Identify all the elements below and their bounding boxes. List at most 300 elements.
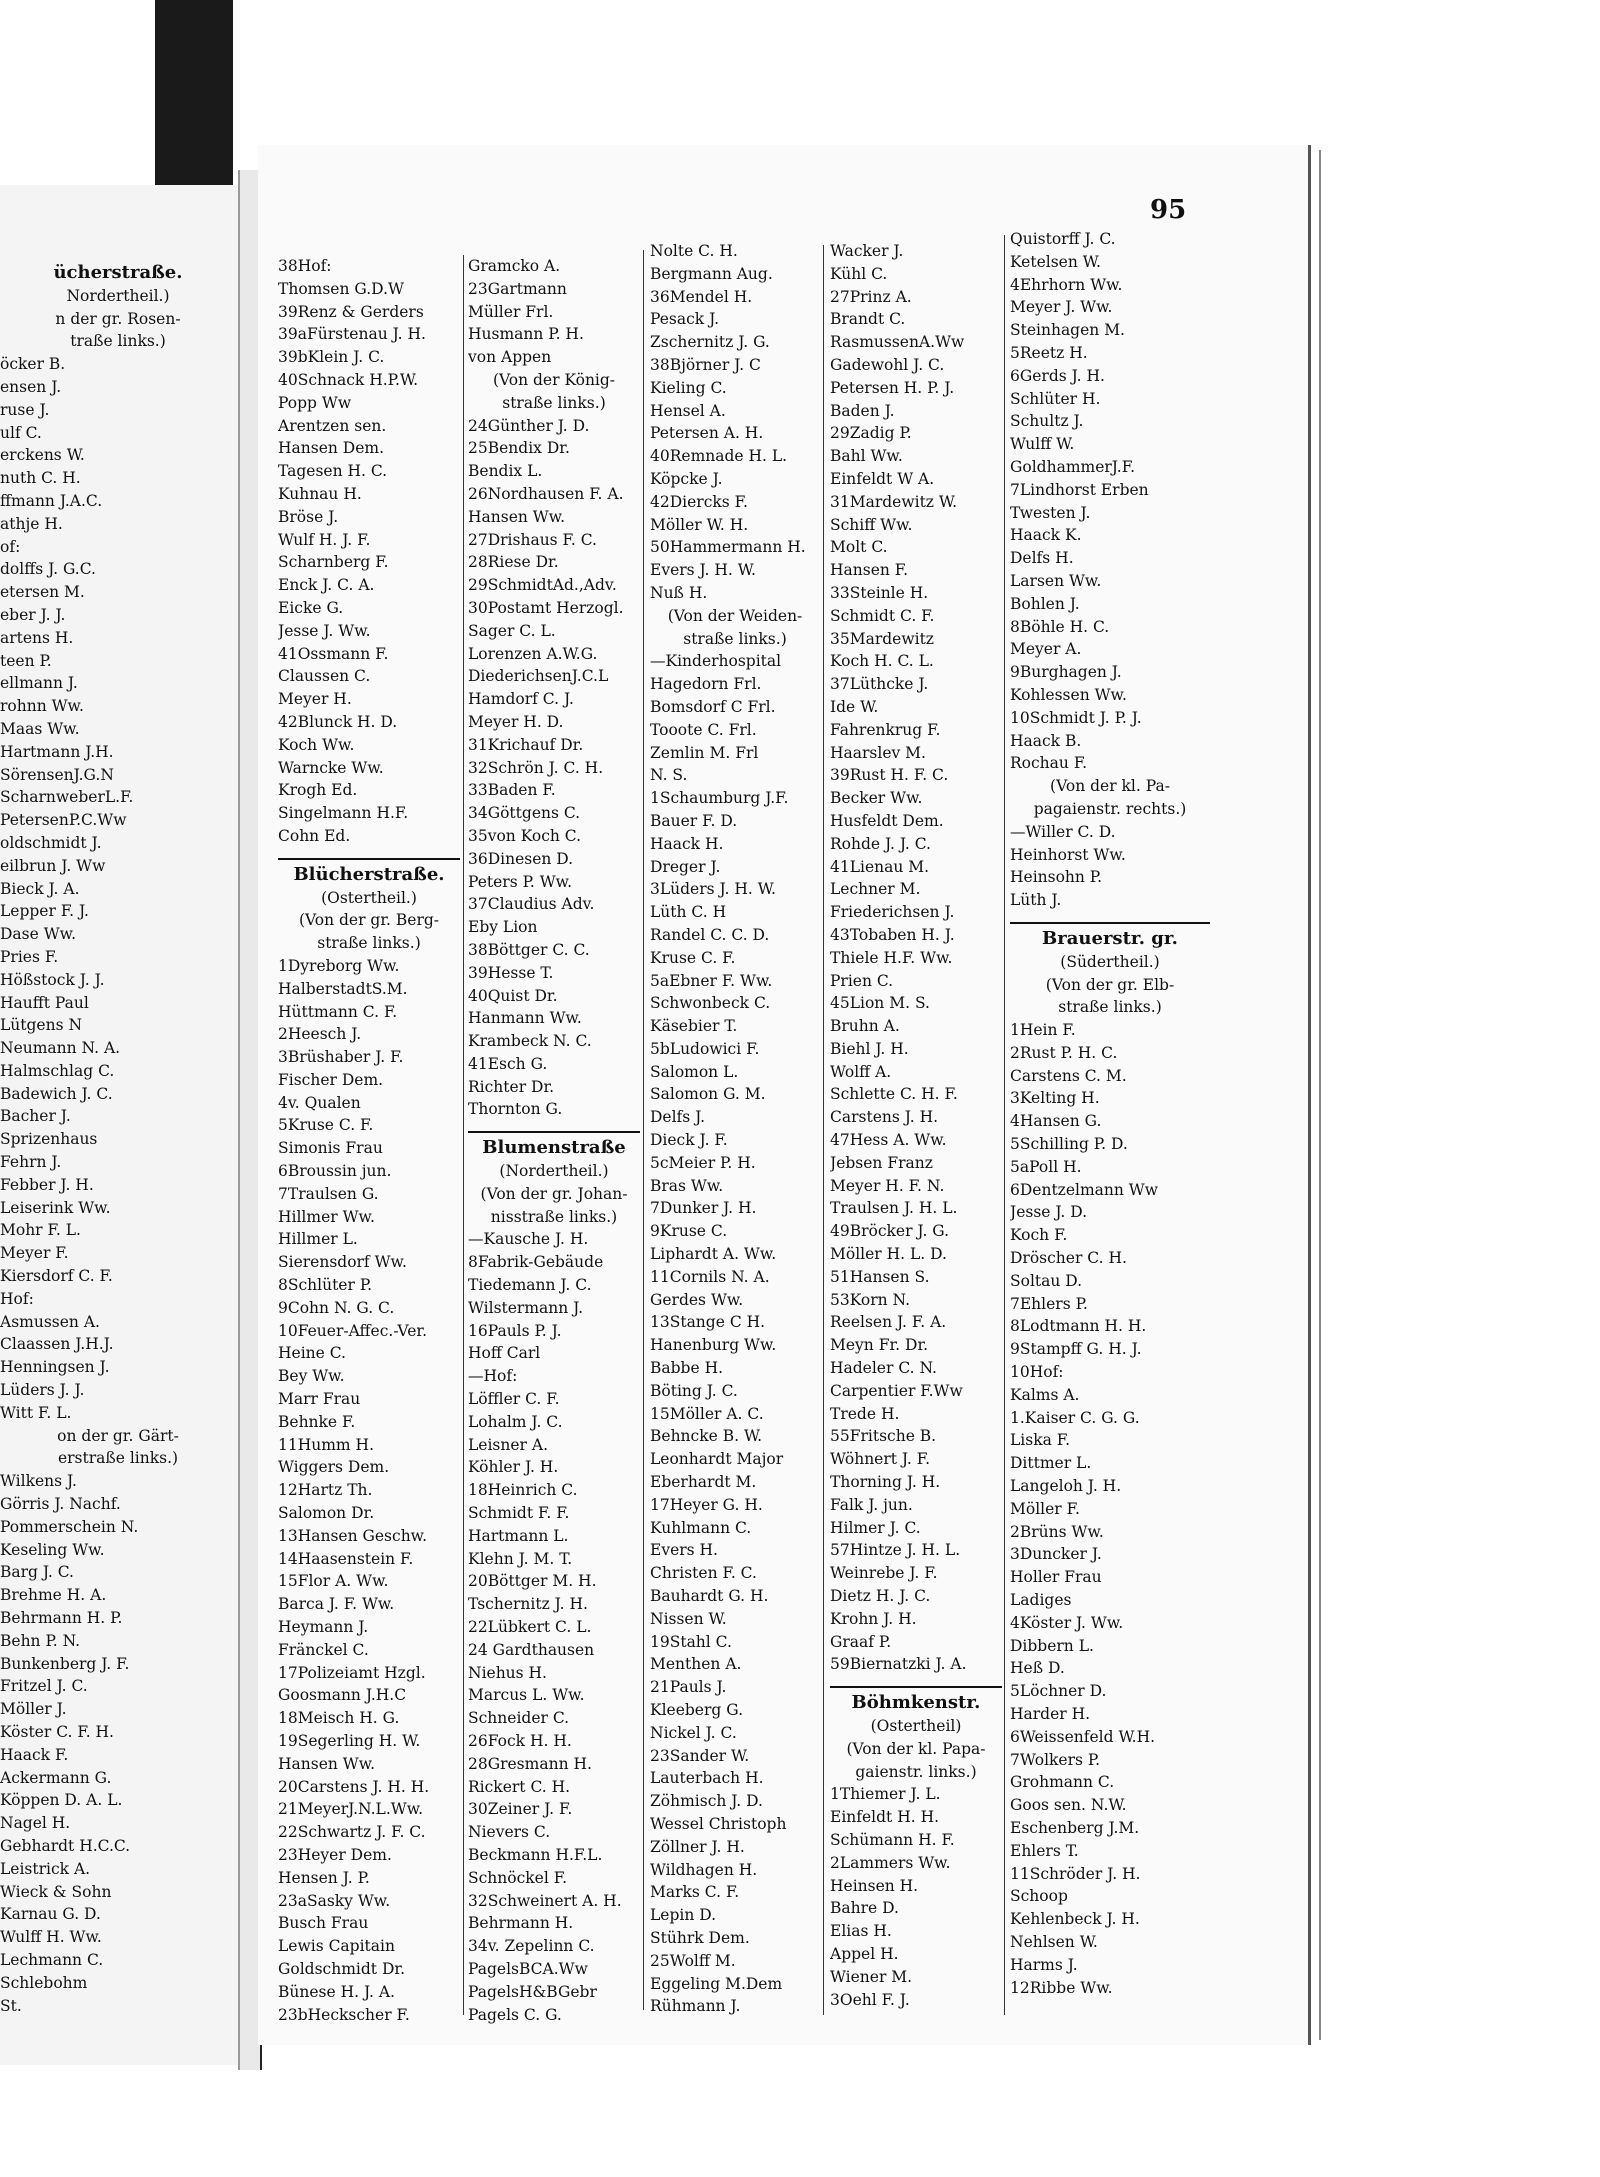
- directory-entry: 24 Gardthausen: [468, 1640, 595, 1659]
- directory-entry: Hanenburg Ww.: [650, 1336, 777, 1355]
- directory-entry: 1Hein F.: [1010, 1021, 1076, 1040]
- directory-entry: Bras Ww.: [650, 1176, 724, 1195]
- directory-entry: 17Polizeiamt Hzgl.: [278, 1663, 426, 1682]
- directory-entry: 20Böttger M. H.: [468, 1572, 597, 1591]
- directory-entry: Müller Frl.: [468, 302, 554, 321]
- directory-entry: Haufft Paul: [0, 993, 89, 1012]
- directory-entry: 18Heinrich C.: [468, 1481, 578, 1500]
- directory-entry: oldschmidt J.: [0, 833, 102, 852]
- directory-entry: 35von Koch C.: [468, 826, 582, 845]
- directory-entry: Gramcko A.: [468, 257, 561, 275]
- directory-entry: Barg J. C.: [0, 1563, 74, 1582]
- directory-entry: Kohlessen Ww.: [1010, 685, 1127, 704]
- directory-entry: 23bHeckscher F.: [278, 2005, 410, 2024]
- directory-entry: 38Böttger C. C.: [468, 940, 590, 959]
- directory-entry: 33Steinle H.: [830, 583, 929, 602]
- directory-entry: 8Fabrik-Gebäude: [468, 1253, 604, 1272]
- directory-entry: Busch Frau: [278, 1914, 369, 1933]
- directory-entry: Behrmann H.: [468, 1914, 574, 1933]
- directory-entry: PagelsBCA.Ww: [468, 1959, 588, 1978]
- directory-entry: Meyer H.: [278, 690, 352, 709]
- directory-entry: Einfeldt W A.: [830, 469, 935, 488]
- directory-entry: 33Baden F.: [468, 781, 556, 800]
- directory-entry: nuth C. H.: [0, 469, 81, 488]
- section-rule: [1010, 912, 1210, 924]
- directory-entry: Karnau G. D.: [0, 1905, 101, 1924]
- directory-entry: Husmann P. H.: [468, 325, 584, 344]
- directory-entry: eber J. J.: [0, 605, 66, 624]
- directory-entry: 13Hansen Geschw.: [278, 1526, 428, 1545]
- directory-entry: Kiersdorf C. F.: [0, 1267, 113, 1286]
- street-note: (Von der gr. Elb-: [1045, 975, 1175, 994]
- directory-entry: Ketelsen W.: [1010, 252, 1101, 271]
- directory-entry: Jesse J. D.: [1010, 1203, 1088, 1222]
- directory-entry: Hansen Ww.: [468, 507, 566, 526]
- directory-entry: 40Quist Dr.: [468, 986, 558, 1005]
- directory-entry: 14Haasenstein F.: [278, 1549, 414, 1568]
- directory-entry: 15Möller A. C.: [650, 1404, 764, 1423]
- directory-entry: 41Ossmann F.: [278, 644, 389, 663]
- directory-entry: 5bLudowici F.: [650, 1039, 760, 1058]
- directory-entry: Koch F.: [1010, 1226, 1068, 1245]
- directory-entry: Lüth C. H: [650, 903, 727, 922]
- directory-entry: 19Stahl C.: [650, 1632, 732, 1651]
- directory-entry: 2Brüns Ww.: [1010, 1522, 1104, 1541]
- directory-entry: Prien C.: [830, 971, 894, 990]
- directory-entry: Fischer Dem.: [278, 1070, 384, 1089]
- directory-entry: 9Kruse C.: [650, 1222, 728, 1241]
- directory-entry: 8Schlüter P.: [278, 1276, 373, 1295]
- directory-entry: artens H.: [0, 628, 74, 647]
- directory-entry: Bendix L.: [468, 462, 543, 481]
- directory-entry: Hillmer L.: [278, 1230, 358, 1249]
- directory-entry: Möller J.: [0, 1700, 67, 1719]
- street-heading: ücherstraße.: [53, 262, 183, 283]
- directory-entry: Sierensdorf Ww.: [278, 1253, 407, 1272]
- directory-entry: Brandt C.: [830, 310, 906, 329]
- directory-entry: ulf C.: [0, 423, 42, 442]
- section-rule: [278, 848, 460, 860]
- street-note: (Ostertheil.): [321, 888, 417, 907]
- directory-entry: Zschernitz J. G.: [650, 333, 770, 352]
- directory-entry: Kehlenbeck J. H.: [1010, 1910, 1140, 1929]
- directory-entry: Dittmer L.: [1010, 1454, 1092, 1473]
- directory-entry: Neumann N. A.: [0, 1039, 121, 1058]
- directory-entry: Wacker J.: [830, 242, 904, 260]
- directory-entry: Richter Dr.: [468, 1077, 555, 1096]
- directory-entry: Grohmann C.: [1010, 1773, 1115, 1792]
- directory-entry: Wulf H. J. F.: [278, 530, 371, 549]
- directory-entry: Carpentier F.Ww: [830, 1381, 963, 1400]
- directory-entry: Nehlsen W.: [1010, 1932, 1098, 1951]
- directory-entry: 31Krichauf Dr.: [468, 735, 584, 754]
- directory-entry: 23aSasky Ww.: [278, 1891, 391, 1910]
- directory-entry: Heine C.: [278, 1344, 346, 1363]
- directory-entry: Witt F. L.: [0, 1403, 72, 1422]
- directory-entry: Steinhagen M.: [1010, 321, 1125, 340]
- directory-entry: 24Günther J. D.: [468, 416, 590, 435]
- directory-entry: 34Göttgens C.: [468, 804, 581, 823]
- directory-entry: Kleeberg G.: [650, 1701, 743, 1719]
- directory-entry: Asmussen A.: [0, 1312, 100, 1331]
- directory-entry: 39Renz & Gerders: [278, 302, 424, 321]
- directory-entry: 30Postamt Herzogl.: [468, 598, 624, 617]
- directory-entry: Krohn J. H.: [830, 1609, 917, 1628]
- directory-entry: ScharnweberL.F.: [0, 788, 134, 807]
- section-rule: [830, 1676, 1002, 1688]
- directory-entry: Graaf P.: [830, 1632, 892, 1651]
- directory-entry: 37Claudius Adv.: [468, 895, 595, 914]
- directory-entry: Pries F.: [0, 947, 59, 966]
- street-note: gaienstr. links.): [855, 1762, 977, 1781]
- directory-entry: Möller W. H.: [650, 515, 749, 534]
- directory-entry: Tagesen H. C.: [278, 462, 388, 481]
- directory-entry: Bacher J.: [0, 1107, 71, 1126]
- directory-entry: Petersen H. P. J.: [830, 378, 955, 397]
- directory-entry: Böting J. C.: [650, 1381, 738, 1400]
- directory-entry: Barca J. F. Ww.: [278, 1595, 395, 1614]
- directory-entry: eilbrun J. Ww: [0, 856, 106, 875]
- directory-entry: Lohalm J. C.: [468, 1412, 563, 1431]
- directory-entry: Schlette C. H. F.: [830, 1085, 958, 1104]
- directory-entry: erckens W.: [0, 446, 85, 465]
- directory-entry: Wulff W.: [1010, 435, 1075, 454]
- directory-entry: 37Lüthcke J.: [830, 675, 929, 694]
- directory-entry: Bauer F. D.: [650, 811, 738, 830]
- directory-entry: 11Cornils N. A.: [650, 1267, 770, 1286]
- directory-entry: Leisner A.: [468, 1435, 548, 1454]
- directory-entry: Nagel H.: [0, 1814, 71, 1833]
- directory-entry: 4v. Qualen: [278, 1093, 361, 1112]
- directory-entry: Goosmann J.H.C: [278, 1686, 407, 1705]
- directory-entry: Zemlin M. Frl: [650, 743, 759, 762]
- directory-entry: Becker Ww.: [830, 789, 923, 808]
- directory-entry: Haarslev M.: [830, 743, 926, 762]
- directory-entry: 38Hof:: [278, 257, 332, 275]
- directory-entry: 9Cohn N. G. C.: [278, 1298, 395, 1317]
- directory-entry: öcker B.: [0, 355, 66, 374]
- page-edge: [1311, 150, 1321, 2040]
- directory-entry: Bahre D.: [830, 1899, 899, 1918]
- directory-entry: Langeloh J. H.: [1010, 1477, 1122, 1496]
- directory-entry: Jesse J. Ww.: [278, 621, 371, 640]
- directory-entry: 22Lübkert C. L.: [468, 1618, 592, 1637]
- directory-entry: 4Hansen G.: [1010, 1112, 1102, 1131]
- directory-entry: 42Blunck H. D.: [278, 712, 398, 731]
- directory-entry: Henningsen J.: [0, 1358, 110, 1377]
- directory-entry: Jebsen Franz: [830, 1153, 933, 1172]
- directory-entry: 53Korn N.: [830, 1290, 911, 1309]
- directory-entry: Fritzel J. C.: [0, 1677, 88, 1696]
- directory-entry: 15Flor A. Ww.: [278, 1572, 389, 1591]
- directory-entry: 12Hartz Th.: [278, 1481, 373, 1500]
- directory-entry: Hüttmann C. F.: [278, 1002, 398, 1021]
- directory-entry: 8Böhle H. C.: [1010, 617, 1110, 636]
- directory-entry: Bey Ww.: [278, 1367, 345, 1386]
- directory-entry: 3Kelting H.: [1010, 1089, 1100, 1108]
- directory-entry: 5Schilling P. D.: [1010, 1135, 1128, 1154]
- directory-entry: Kalms A.: [1010, 1385, 1080, 1404]
- directory-entry: 59Biernatzki J. A.: [830, 1655, 967, 1674]
- directory-entry: Kuhlmann C.: [650, 1518, 752, 1537]
- directory-entry: 6Weissenfeld W.H.: [1010, 1727, 1156, 1746]
- street-note: traße links.): [70, 332, 166, 351]
- directory-entry: 50Hammermann H.: [650, 538, 806, 557]
- directory-entry: Eberhardt M.: [650, 1473, 757, 1492]
- directory-entry: 5aEbner F. Ww.: [650, 971, 773, 990]
- directory-entry: Falk J. jun.: [830, 1495, 913, 1514]
- directory-entry: Thomsen G.D.W: [278, 279, 404, 298]
- directory-entry: Beckmann H.F.L.: [468, 1845, 603, 1864]
- directory-entry: Popp Ww: [278, 393, 352, 412]
- directory-entry: Pommerschein N.: [0, 1517, 139, 1536]
- street-note: (Von der kl. Papa-: [846, 1739, 986, 1758]
- directory-entry: 8Lodtmann H. H.: [1010, 1317, 1147, 1336]
- directory-entry: 4Köster J. Ww.: [1010, 1613, 1124, 1632]
- directory-entry: Thiele H.F. Ww.: [830, 948, 953, 967]
- directory-entry: Löffler C. F.: [468, 1390, 560, 1409]
- directory-entry: Heymann J.: [278, 1618, 369, 1637]
- directory-entry: DiederichsenJ.C.L: [468, 667, 609, 686]
- column-divider: [1004, 235, 1005, 2015]
- directory-entry: Husfeldt Dem.: [830, 811, 944, 830]
- directory-entry: Baden J.: [830, 401, 895, 420]
- directory-entry: Holler Frau: [1010, 1568, 1102, 1587]
- directory-entry: Hillmer Ww.: [278, 1207, 375, 1226]
- directory-entry: Wolff A.: [830, 1062, 892, 1081]
- directory-entry: Hansen Dem.: [278, 439, 385, 458]
- street-heading: Blumenstraße: [482, 1137, 626, 1159]
- directory-entry: dolffs J. G.C.: [0, 560, 96, 579]
- directory-entry: Klehn J. M. T.: [468, 1549, 573, 1568]
- directory-entry: Quistorff J. C.: [1010, 230, 1116, 248]
- directory-entry: Delfs J.: [650, 1108, 706, 1127]
- directory-entry: 40Schnack H.P.W.: [278, 370, 419, 389]
- directory-entry: 6Broussin jun.: [278, 1162, 392, 1181]
- directory-entry: Dietz H. J. C.: [830, 1587, 931, 1606]
- directory-entry: Ackermann G.: [0, 1768, 112, 1787]
- directory-entry: Dreger J.: [650, 857, 721, 876]
- directory-entry: Heinsohn P.: [1010, 868, 1103, 887]
- street-note: (Von der König-: [492, 370, 616, 389]
- directory-entry: 2Heesch J.: [278, 1025, 362, 1044]
- directory-entry: 7Lindhorst Erben: [1010, 480, 1149, 499]
- directory-entry: Käsebier T.: [650, 1017, 738, 1036]
- directory-entry: Hansen F.: [830, 561, 909, 580]
- street-note: straße links.): [683, 629, 787, 648]
- directory-entry: Tschernitz J. H.: [468, 1595, 588, 1614]
- directory-entry: Wieck & Sohn: [0, 1882, 112, 1901]
- directory-entry: Nolte C. H.: [650, 242, 738, 260]
- directory-entry: Zöhmisch J. D.: [650, 1792, 763, 1811]
- directory-entry: rohnn Ww.: [0, 697, 84, 716]
- directory-entry: Warncke Ww.: [278, 758, 384, 777]
- directory-entry: athje H.: [0, 514, 63, 533]
- directory-entry: Salomon G. M.: [650, 1085, 766, 1104]
- directory-entry: Kieling C.: [650, 378, 727, 397]
- directory-entry: Behn P. N.: [0, 1631, 81, 1650]
- directory-entry: 39Hesse T.: [468, 963, 554, 982]
- page-number: 95: [1150, 195, 1187, 225]
- directory-entry: 43Tobaben H. J.: [830, 925, 955, 944]
- directory-entry: 34v. Zepelinn C.: [468, 1937, 595, 1956]
- directory-entry: Wilkens J.: [0, 1472, 77, 1491]
- directory-entry: Heinhorst Ww.: [1010, 845, 1126, 864]
- directory-entry: Nievers C.: [468, 1823, 551, 1842]
- directory-entry: 23Heyer Dem.: [278, 1845, 392, 1864]
- directory-entry: Sager C. L.: [468, 621, 556, 640]
- street-note: (Ostertheil): [870, 1717, 962, 1735]
- directory-entry: Petersen A. H.: [650, 424, 764, 443]
- directory-entry: Bauhardt G. H.: [650, 1587, 769, 1606]
- directory-entry: 39Rust H. F. C.: [830, 766, 949, 785]
- directory-entry: 11Schröder J. H.: [1010, 1864, 1141, 1883]
- directory-entry: Peters P. Ww.: [468, 872, 573, 891]
- directory-entry: Fehrn J.: [0, 1153, 62, 1172]
- directory-entry: Rochau F.: [1010, 754, 1088, 773]
- directory-entry: Haack K.: [1010, 526, 1082, 545]
- directory-entry: 2Lammers Ww.: [830, 1853, 951, 1872]
- directory-entry: Meyer F.: [0, 1244, 69, 1263]
- directory-entry: Krambeck N. C.: [468, 1032, 592, 1051]
- directory-entry: Schmidt C. F.: [830, 606, 935, 625]
- directory-entry: Dibbern L.: [1010, 1636, 1094, 1655]
- directory-entry: Mohr F. L.: [0, 1221, 81, 1240]
- directory-entry: Meyer H. F. N.: [830, 1176, 945, 1195]
- street-note: Nordertheil.): [66, 286, 170, 305]
- directory-entry: 7Dunker J. H.: [650, 1199, 757, 1218]
- directory-entry: 45Lion M. S.: [830, 994, 930, 1013]
- directory-entry: Goldschmidt Dr.: [278, 1959, 406, 1978]
- directory-entry: Halmschlag C.: [0, 1061, 115, 1080]
- directory-entry: Goos sen. N.W.: [1010, 1796, 1127, 1815]
- directory-entry: Schnöckel F.: [468, 1868, 567, 1887]
- directory-entry: Randel C. C. D.: [650, 925, 770, 944]
- directory-entry: Lütgens N: [0, 1016, 83, 1035]
- directory-entry: Harder H.: [1010, 1705, 1091, 1723]
- directory-entry: Stührk Dem.: [650, 1928, 750, 1947]
- street-note: (Nordertheil.): [499, 1162, 609, 1181]
- directory-entry: Weinrebe J. F.: [830, 1564, 938, 1583]
- directory-entry: Brehme H. A.: [0, 1586, 107, 1605]
- directory-entry: Einfeldt H. H.: [830, 1808, 940, 1827]
- directory-entry: —Willer C. D.: [1010, 822, 1116, 841]
- directory-entry: teen P.: [0, 651, 52, 670]
- directory-entry: Fränckel C.: [278, 1640, 369, 1659]
- directory-entry: —Hof:: [468, 1367, 518, 1386]
- street-note: straße links.): [317, 934, 421, 953]
- directory-entry: Marcus L. Ww.: [468, 1686, 585, 1705]
- directory-column-2: [468, 255, 640, 2026]
- directory-entry: Schultz J.: [1010, 412, 1084, 431]
- directory-entry: 3Lüders J. H. W.: [650, 880, 776, 899]
- directory-entry: Gadewohl J. C.: [830, 355, 945, 374]
- directory-entry: Nickel J. C.: [650, 1723, 737, 1742]
- directory-entry: N. S.: [650, 766, 688, 785]
- directory-entry: Meyer J. Ww.: [1010, 298, 1113, 317]
- directory-entry: 25Bendix Dr.: [468, 439, 570, 458]
- directory-entry: Hadeler C. N.: [830, 1359, 937, 1378]
- directory-entry: Koch Ww.: [278, 735, 355, 754]
- directory-entry: ensen J.: [0, 377, 62, 396]
- directory-entry: Gebhardt H.C.C.: [0, 1836, 131, 1855]
- directory-entry: 36Dinesen D.: [468, 849, 574, 868]
- directory-entry: Leiserink Ww.: [0, 1198, 111, 1217]
- column-divider: [643, 250, 644, 2010]
- directory-entry: Köppen D. A. L.: [0, 1791, 123, 1810]
- directory-entry: Haack B.: [1010, 731, 1082, 750]
- directory-entry: Friederichsen J.: [830, 903, 955, 922]
- directory-entry: 38Björner J. C: [650, 355, 761, 374]
- directory-entry: 26Fock H. H.: [468, 1732, 572, 1750]
- directory-column-5: [1010, 228, 1210, 1999]
- directory-entry: 10Schmidt J. P. J.: [1010, 708, 1142, 727]
- directory-entry: Hartmann L.: [468, 1526, 569, 1545]
- directory-entry: Harms J.: [1010, 1955, 1078, 1974]
- directory-entry: Carstens C. M.: [1010, 1066, 1127, 1085]
- directory-entry: Elias H.: [830, 1922, 892, 1941]
- directory-entry: 28Gresmann H.: [468, 1754, 592, 1773]
- directory-entry: Claassen J.H.J.: [0, 1335, 114, 1354]
- directory-entry: Görris J. Nachf.: [0, 1495, 121, 1514]
- directory-entry: Simonis Frau: [278, 1139, 383, 1158]
- binding-strip: [155, 0, 233, 185]
- directory-entry: Dröscher C. H.: [1010, 1249, 1127, 1268]
- directory-entry: 39aFürstenau J. H.: [278, 325, 426, 344]
- directory-entry: Lechner M.: [830, 880, 921, 899]
- directory-entry: Singelmann H.F.: [278, 804, 409, 823]
- directory-entry: Nuß H.: [650, 583, 708, 602]
- directory-entry: Leistrick A.: [0, 1859, 91, 1878]
- directory-entry: Eggeling M.Dem: [650, 1974, 783, 1993]
- directory-column-3: [650, 240, 820, 2018]
- directory-entry: Heinsen H.: [830, 1876, 919, 1895]
- directory-entry: Lorenzen A.W.G.: [468, 644, 598, 663]
- street-note: n der gr. Rosen-: [55, 309, 181, 328]
- directory-entry: ffmann J.A.C.: [0, 491, 103, 510]
- directory-entry: 7Traulsen G.: [278, 1184, 379, 1203]
- directory-entry: 6Dentzelmann Ww: [1010, 1180, 1158, 1199]
- directory-entry: Behnke F.: [278, 1412, 356, 1431]
- directory-entry: 39bKlein J. C.: [278, 348, 385, 367]
- directory-entry: Traulsen J. H. L.: [830, 1199, 958, 1218]
- directory-entry: 1Dyreborg Ww.: [278, 956, 400, 975]
- directory-entry: Haack F.: [0, 1745, 69, 1764]
- directory-entry: Zöllner J. H.: [650, 1837, 745, 1856]
- directory-entry: Wöhnert J. F.: [830, 1450, 931, 1469]
- directory-entry: Biehl J. H.: [830, 1039, 909, 1058]
- directory-entry: 5aPoll H.: [1010, 1157, 1082, 1176]
- directory-entry: Möller H. L. D.: [830, 1245, 947, 1264]
- street-note: (Von der Weiden-: [667, 606, 803, 625]
- directory-entry: Marr Frau: [278, 1390, 361, 1409]
- directory-entry: Hoff Carl: [468, 1344, 541, 1363]
- directory-entry: Behncke B. W.: [650, 1427, 763, 1446]
- directory-entry: Marks C. F.: [650, 1883, 740, 1902]
- directory-entry: 31Mardewitz W.: [830, 492, 958, 511]
- directory-entry: Köpcke J.: [650, 469, 723, 488]
- directory-entry: Thorning J. H.: [830, 1473, 941, 1492]
- directory-entry: —Kausche J. H.: [468, 1230, 589, 1249]
- directory-entry: Hartmann J.H.: [0, 742, 114, 761]
- street-heading: Böhmkenstr.: [851, 1692, 981, 1714]
- directory-entry: 32Schweinert A. H.: [468, 1891, 622, 1910]
- directory-entry: Ehlers T.: [1010, 1841, 1079, 1860]
- directory-entry: 5Reetz H.: [1010, 343, 1088, 362]
- directory-entry: Kruse C. F.: [650, 948, 736, 967]
- directory-entry: 7Wolkers P.: [1010, 1750, 1101, 1769]
- directory-entry: Kuhnau H.: [278, 484, 362, 503]
